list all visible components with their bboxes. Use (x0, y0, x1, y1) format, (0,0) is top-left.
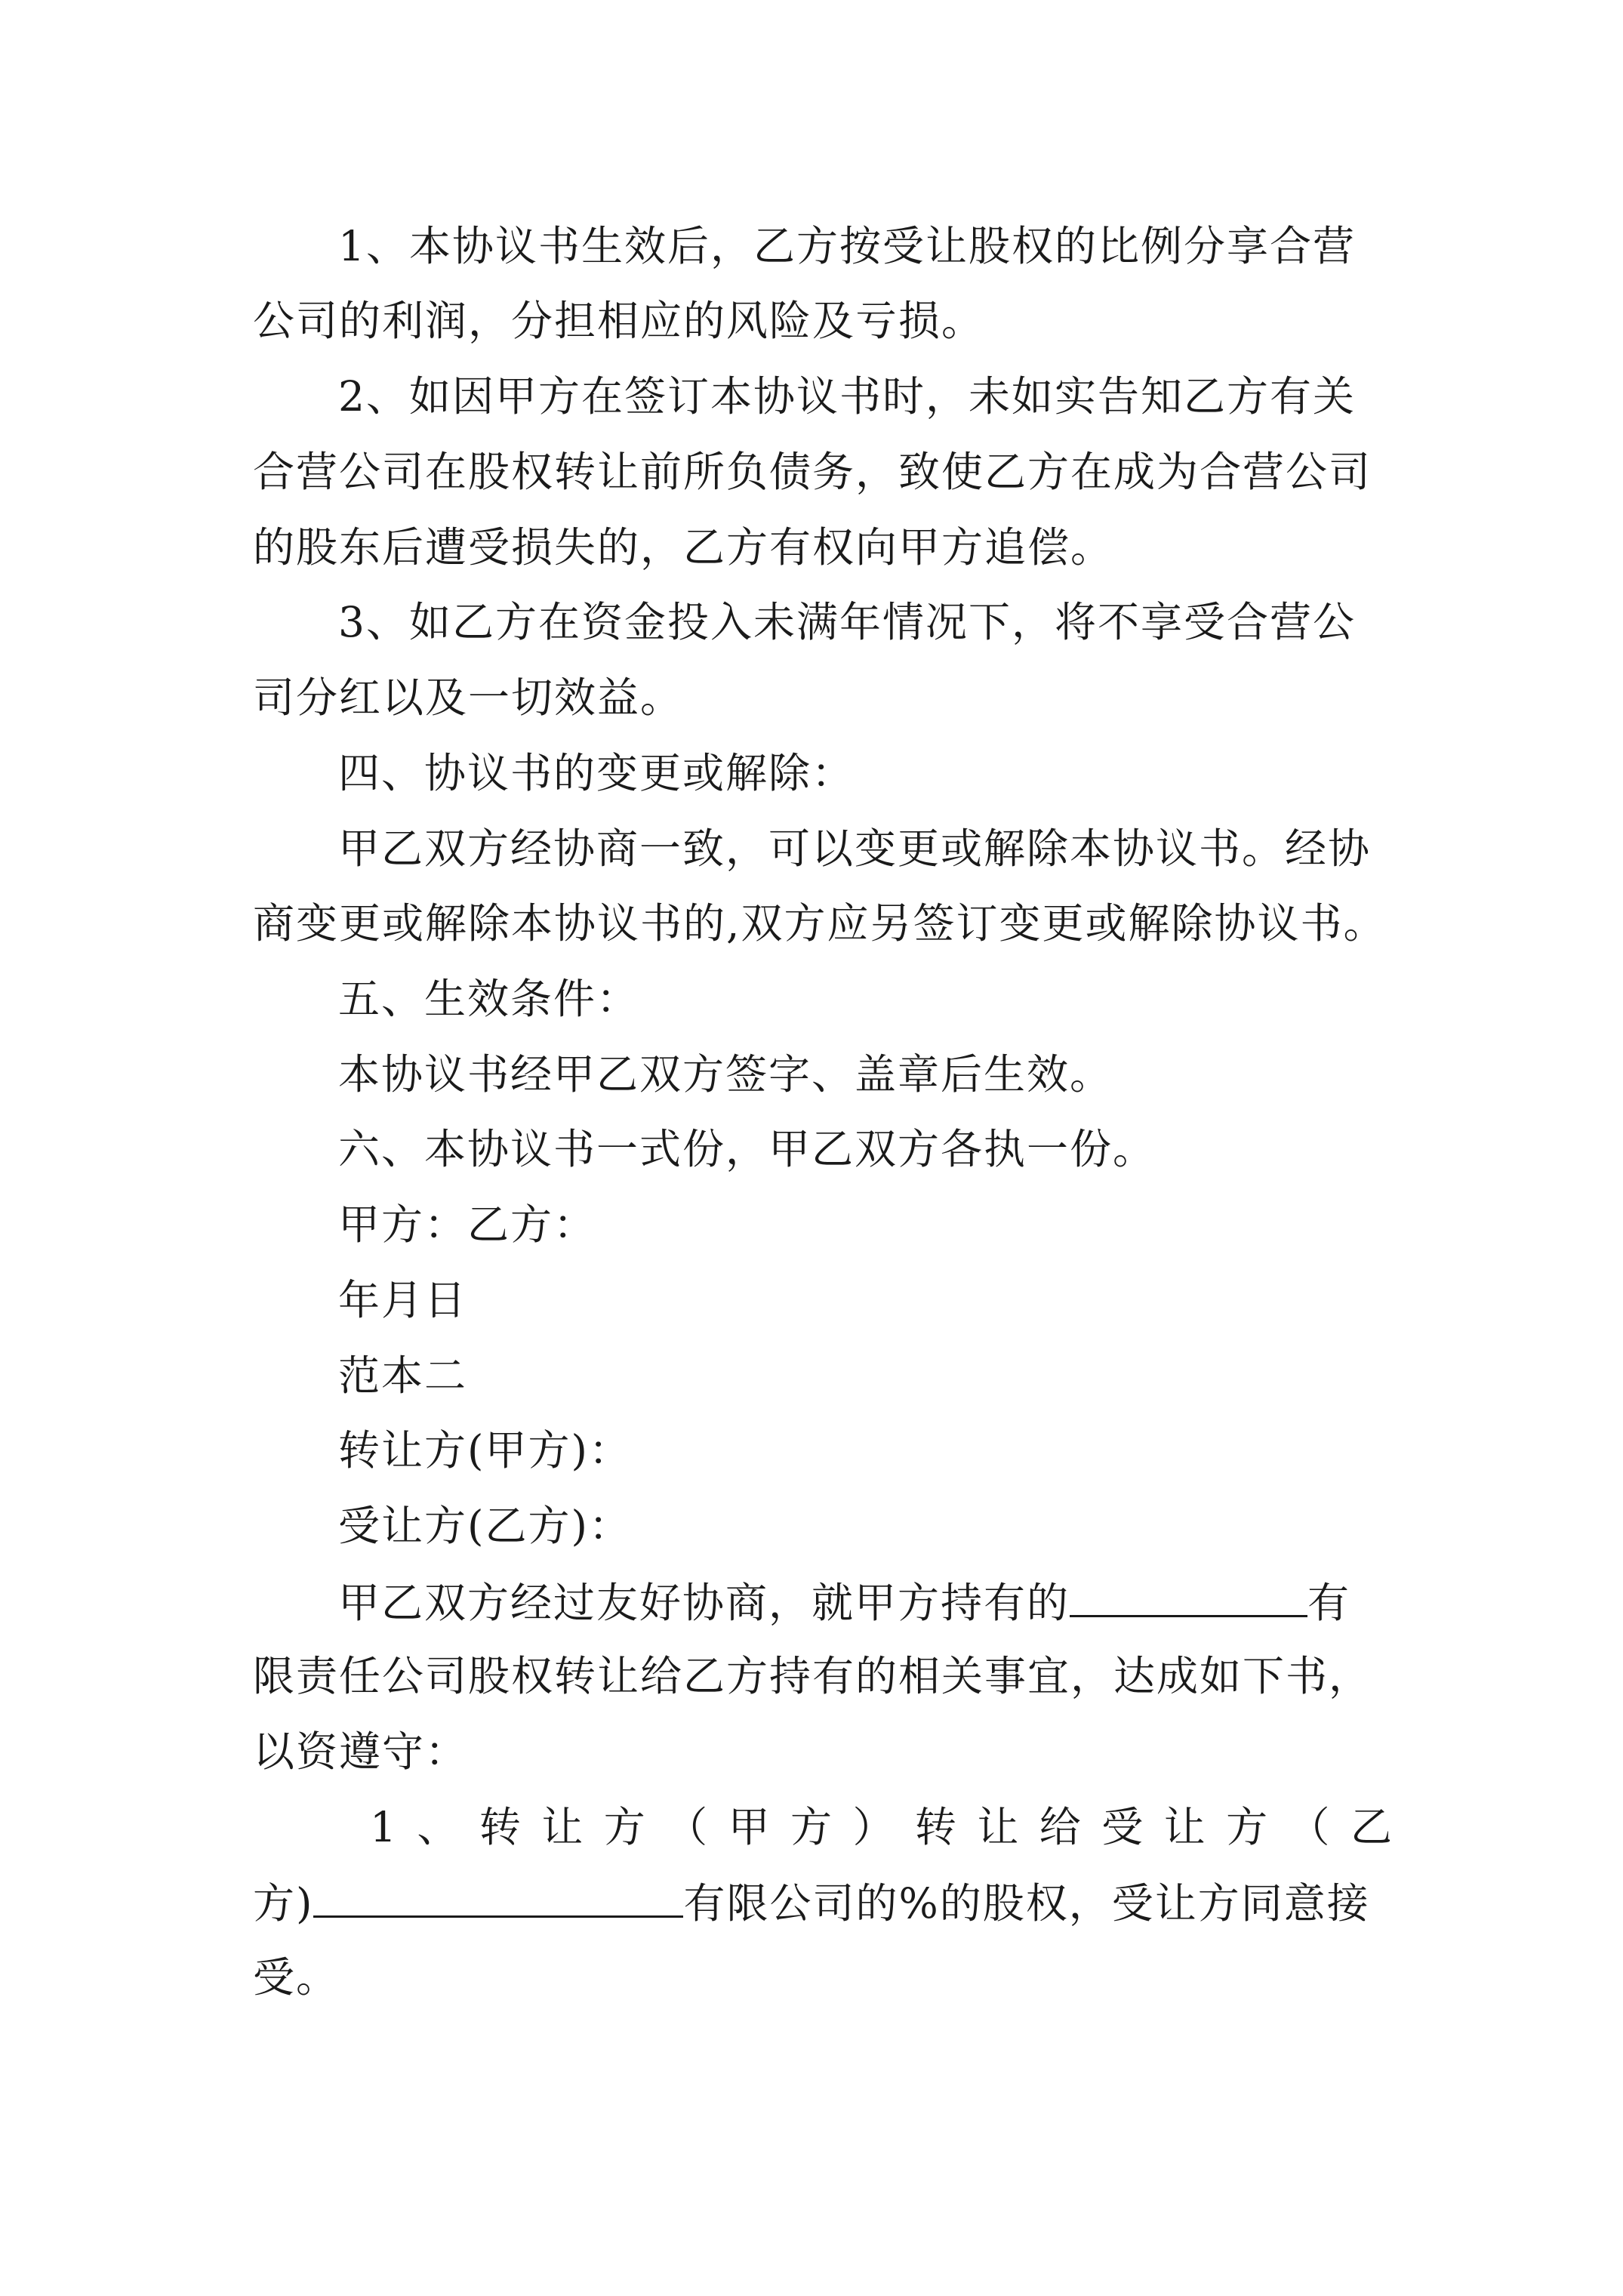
date-line: 年月日 (338, 1276, 468, 1324)
clause-text-a: 方) (253, 1879, 314, 1928)
section-5-heading: 五、生效条件： (338, 975, 640, 1023)
transferee-line: 受让方(乙方)： (338, 1502, 632, 1550)
clause-char: 转 (914, 1803, 958, 1851)
company-name-blank (1070, 1577, 1307, 1617)
clause-text-b: 有限公司的%的股权，受让方同意接 (683, 1879, 1370, 1928)
clause-3-line-2: 司分红以及一切效益。 (253, 673, 684, 722)
section-6-heading: 六、本协议书一式份，甲乙双方各执一份。 (338, 1125, 1156, 1173)
clause-char: 方 (603, 1803, 647, 1851)
intro-text-a: 甲乙双方经过友好协商，就甲方持有的 (338, 1579, 1070, 1627)
clause-char: 让 (977, 1803, 1021, 1851)
clause-char: （ (1288, 1803, 1332, 1851)
clause-char: ） (852, 1803, 896, 1851)
section-4-line-1: 甲乙双方经协商一致，可以变更或解除本协议书。经协 (338, 824, 1372, 873)
intro-line-3: 以资遵守： (253, 1727, 469, 1776)
clause-char: 让 (541, 1803, 585, 1851)
section-4-heading: 四、协议书的变更或解除： (338, 749, 855, 797)
clause-2-line-2: 合营公司在股权转让前所负债务，致使乙方在成为合营公司 (253, 448, 1372, 496)
clause-char: 受 (1101, 1803, 1145, 1851)
clause-char: 方 (790, 1803, 834, 1851)
intro-text-b: 有 (1307, 1579, 1351, 1627)
clause-2-line-3: 的股东后遭受损失的，乙方有权向甲方追偿。 (253, 523, 1114, 572)
clause-char: （ (666, 1803, 710, 1851)
clause-char: 让 (1163, 1803, 1207, 1851)
clause-1-line-2: 公司的利润，分担相应的风险及亏损。 (253, 297, 985, 345)
clause-char: 甲 (728, 1803, 771, 1851)
signature-line: 甲方：乙方： (338, 1200, 597, 1249)
intro-line-1 (338, 1577, 1471, 1627)
clause-char: 转 (479, 1803, 522, 1851)
section-4-line-2: 商变更或解除本协议书的,双方应另签订变更或解除协议书。 (253, 899, 1387, 948)
transfer-clause-1-line-1 (370, 1803, 1394, 1851)
clause-char: 乙 (1350, 1803, 1394, 1851)
transferor-line: 转让方(甲方)： (338, 1426, 632, 1475)
clause-3-line-1: 3、如乙方在资金投入未满年情况下，将不享受合营公 (338, 598, 1356, 646)
transfer-clause-1-line-3: 受。 (253, 1953, 340, 2002)
sample-2-title: 范本二 (338, 1351, 468, 1400)
clause-char: 方 (1226, 1803, 1270, 1851)
clause-2-line-1: 2、如因甲方在签订本协议书时，未如实告知乙方有关 (338, 372, 1356, 421)
intro-line-2: 限责任公司股权转让给乙方持有的相关事宜，达成如下书， (253, 1652, 1372, 1700)
transfer-clause-1-line-2 (253, 1878, 1385, 1928)
clause-char: 1 (370, 1803, 398, 1851)
section-5-text: 本协议书经甲乙双方签字、盖章后生效。 (338, 1050, 1113, 1099)
clause-1-line-1: 1、本协议书生效后，乙方按受让股权的比例分享合营 (338, 222, 1356, 270)
clause-char: 、 (417, 1803, 460, 1851)
company-blank (313, 1878, 683, 1918)
clause-char: 给 (1039, 1803, 1083, 1851)
